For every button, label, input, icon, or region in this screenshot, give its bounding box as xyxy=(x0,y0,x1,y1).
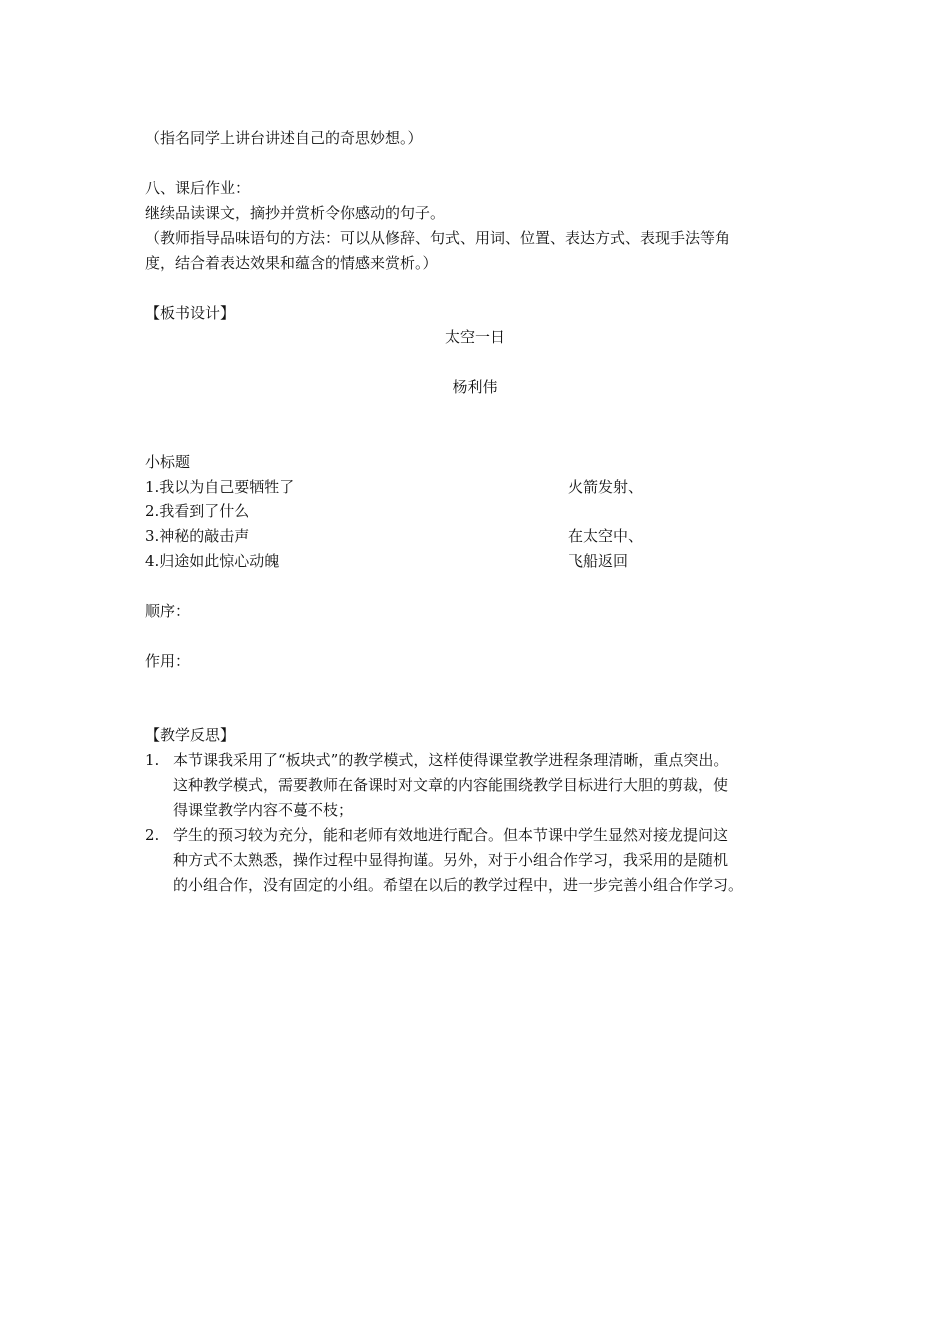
reflection-line: 这种教学模式，需要教师在备课时对文章的内容能围绕教学目标进行大胆的剪裁，使 xyxy=(173,776,729,794)
board-title: 太空一日 xyxy=(444,328,505,346)
board-design-heading: 【板书设计】 xyxy=(145,304,236,322)
reflection-line: 得课堂教学内容不蔓不枝； xyxy=(173,801,354,819)
homework-heading: 八、课后作业： xyxy=(145,179,251,197)
order-label: 顺序： xyxy=(145,602,191,620)
subtitle-item: 2.我看到了什么 xyxy=(145,502,250,520)
reflection-heading: 【教学反思】 xyxy=(145,726,236,744)
sequence-item: 火箭发射、 xyxy=(568,478,644,496)
reflection-line: 学生的预习较为充分，能和老师有效地进行配合。但本节课中学生显然对接龙提问这 xyxy=(173,826,729,844)
homework-task: 继续品读课文，摘抄并赏析令你感动的句子。 xyxy=(145,204,446,222)
subtitle-item: 4.归途如此惊心动魄 xyxy=(145,552,280,570)
homework-guidance-line-1: （教师指导品味语句的方法：可以从修辞、句式、用词、位置、表达方式、表现手法等角 xyxy=(145,229,731,247)
subtitle-item: 1.我以为自己要牺牲了 xyxy=(145,478,295,496)
subtitle-item: 3.神秘的敲击声 xyxy=(145,527,250,545)
reflection-line: 种方式不太熟悉，操作过程中显得拘谨。另外，对于小组合作学习，我采用的是随机 xyxy=(173,851,729,869)
homework-guidance-line-2: 度，结合着表达效果和蕴含的情感来赏析。） xyxy=(145,254,438,272)
reflection-line: 本节课我采用了“板块式”的教学模式，这样使得课堂教学进程条理清晰，重点突出。 xyxy=(173,751,729,769)
sequence-item: 在太空中、 xyxy=(568,527,644,545)
sequence-item: 飞船返回 xyxy=(568,552,629,570)
reflection-item-number: 2. xyxy=(145,826,160,844)
board-author: 杨利伟 xyxy=(452,378,498,396)
subtitle-label: 小标题 xyxy=(145,453,191,471)
reflection-item-text xyxy=(173,825,813,900)
reflection-item-text xyxy=(173,750,813,825)
reflection-line: 的小组合作，没有固定的小组。希望在以后的教学过程中，进一步完善小组合作学习。 xyxy=(173,876,744,894)
function-label: 作用： xyxy=(145,652,191,670)
activity-note: （指名同学上讲台讲述自己的奇思妙想。） xyxy=(145,129,423,147)
reflection-item-number: 1. xyxy=(145,751,160,769)
